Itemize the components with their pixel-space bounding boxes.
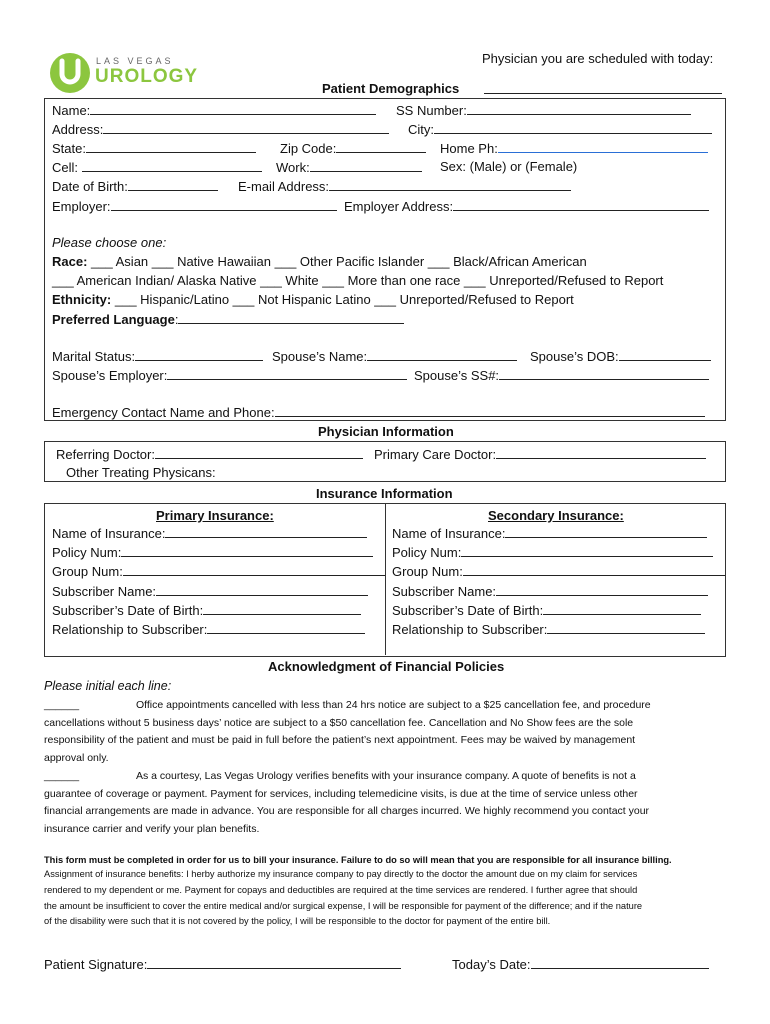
patient-signature-row xyxy=(44,956,401,972)
initial-blank-1[interactable]: ______ xyxy=(44,699,80,711)
ssn-row xyxy=(396,102,691,118)
work-label: Work: xyxy=(276,160,310,175)
primary-insurance-field[interactable] xyxy=(203,602,361,615)
todays-date-row xyxy=(452,956,709,972)
primary-insurance-fields xyxy=(52,525,385,640)
emergency-row xyxy=(52,404,705,420)
primary-care-field[interactable] xyxy=(496,446,706,459)
spouse-dob-label: Spouse’s DOB: xyxy=(530,349,619,364)
cell-field[interactable] xyxy=(82,159,262,172)
language-row xyxy=(52,311,404,327)
patient-signature-field[interactable] xyxy=(147,956,401,969)
choose-one-label: Please choose one: xyxy=(52,235,167,250)
logo xyxy=(48,52,198,94)
marital-field[interactable] xyxy=(135,348,263,361)
physician-scheduled-field[interactable] xyxy=(484,81,722,94)
marital-row xyxy=(52,348,263,364)
referring-field[interactable] xyxy=(155,446,363,459)
cell-label: Cell: xyxy=(52,160,79,175)
address-row xyxy=(52,121,389,137)
secondary-insurance-field[interactable] xyxy=(496,583,708,596)
p1-line-2: cancellations without 5 business days’ notice are subject to a $50 cancellation fee. Cancellation and No Show fees are the sole xyxy=(44,716,634,729)
primary-insurance-field[interactable] xyxy=(121,544,373,557)
secondary-insurance-row xyxy=(392,544,725,563)
financial-title: Acknowledgment of Financial Policies xyxy=(268,659,505,674)
work-row xyxy=(276,159,422,175)
secondary-insurance-field[interactable] xyxy=(461,544,713,557)
ethnicity-label: Ethnicity: xyxy=(52,292,112,307)
primary-insurance-row xyxy=(52,525,385,544)
employer-address-field[interactable] xyxy=(453,198,709,211)
p2-line-3: financial arrangements are made in advance. You are responsible for all charges incurred. We highly recommend you contact your xyxy=(44,805,650,817)
state-label: State: xyxy=(52,141,86,156)
secondary-insurance-label: Subscriber’s Date of Birth: xyxy=(392,602,544,618)
spouse-employer-row xyxy=(52,367,407,383)
dob-field[interactable] xyxy=(128,178,218,191)
city-field[interactable] xyxy=(434,121,712,134)
name-row xyxy=(52,102,376,118)
secondary-insurance-title: Secondary Insurance: xyxy=(488,508,624,523)
cell-row xyxy=(52,159,262,175)
email-label: E-mail Address: xyxy=(238,179,330,194)
secondary-insurance-row xyxy=(392,621,725,640)
home-ph-label: Home Ph: xyxy=(440,141,498,156)
zip-row xyxy=(280,140,426,156)
language-colon: : xyxy=(174,312,179,327)
primary-insurance-row xyxy=(52,544,385,563)
physician-info-title: Physician Information xyxy=(318,424,454,439)
primary-insurance-field[interactable] xyxy=(156,583,368,596)
email-field[interactable] xyxy=(329,178,571,191)
spouse-employer-field[interactable] xyxy=(167,367,407,380)
primary-insurance-row xyxy=(52,602,385,621)
other-physicians-label: Other Treating Physicans: xyxy=(66,465,216,480)
logo-text-top: LAS VEGAS xyxy=(96,56,174,66)
primary-insurance-label: Policy Num: xyxy=(52,545,122,561)
work-field[interactable] xyxy=(310,159,422,172)
assignment-line-3: the amount be insufficient to cover the entire medical and/or surgical expense, I will be responsible for payment of the difference; and if the nature xyxy=(44,900,643,911)
primary-insurance-label: Group Num: xyxy=(52,564,123,580)
dob-row xyxy=(52,178,218,194)
home-ph-row xyxy=(440,140,708,156)
assignment-paragraph xyxy=(44,867,642,930)
address-field[interactable] xyxy=(103,121,389,134)
spouse-name-field[interactable] xyxy=(367,348,517,361)
secondary-insurance-label: Relationship to Subscriber: xyxy=(392,621,548,637)
zip-field[interactable] xyxy=(336,140,426,153)
employer-field[interactable] xyxy=(111,198,337,211)
p2-line-2: guarantee of coverage or payment. Payment for services, including telemedicine visits, is due at the time of service unless other xyxy=(44,787,638,800)
billing-notice: This form must be completed in order for us to bill your insurance. Failure to do so will mean that you are responsible for all insurance billing. xyxy=(44,855,672,865)
home-ph-field[interactable] xyxy=(498,140,708,153)
secondary-insurance-fields xyxy=(392,525,725,640)
name-field[interactable] xyxy=(90,102,376,115)
p2-line-4: insurance carrier and verify your plan benefits. xyxy=(44,822,260,835)
ssn-label: SS Number: xyxy=(396,103,467,118)
p1-line-3: responsibility of the patient and must be paid in full before the patient’s next appointment. Fees may be waived by management xyxy=(44,734,636,746)
demographics-title: Patient Demographics xyxy=(322,81,460,96)
insurance-info-title: Insurance Information xyxy=(316,486,453,501)
initial-blank-2[interactable]: ______ xyxy=(44,770,80,782)
address-label: Address: xyxy=(52,122,104,137)
employer-address-row xyxy=(344,198,709,214)
secondary-insurance-field[interactable] xyxy=(547,621,705,634)
secondary-insurance-row xyxy=(392,602,725,621)
p1-line-4: approval only. xyxy=(44,751,109,764)
primary-insurance-title: Primary Insurance: xyxy=(156,508,274,523)
email-row xyxy=(238,178,571,194)
ethnicity-options[interactable]: ___ Hispanic/Latino ___ Not Hispanic Latino ___ Unreported/Refused to Report xyxy=(114,292,574,307)
financial-paragraph-1 xyxy=(44,697,734,767)
primary-insurance-field[interactable] xyxy=(207,621,365,634)
spouse-dob-field[interactable] xyxy=(619,348,711,361)
logo-u-icon xyxy=(48,52,92,94)
dob-label: Date of Birth: xyxy=(52,179,128,194)
spouse-employer-label: Spouse’s Employer: xyxy=(52,368,168,383)
spouse-ss-field[interactable] xyxy=(499,367,709,380)
assignment-line-2: rendered to my dependent or me. Payment for copays and deductibles are required at the time services are rendered. I further agree that should xyxy=(44,884,638,895)
initial-instruction: Please initial each line: xyxy=(44,679,172,693)
ssn-field[interactable] xyxy=(467,102,691,115)
city-label: City: xyxy=(408,122,434,137)
language-label: Preferred Language xyxy=(52,312,175,327)
referring-row xyxy=(56,446,363,462)
spouse-ss-row xyxy=(414,367,709,383)
employer-row xyxy=(52,198,337,214)
spouse-name-row xyxy=(272,348,517,364)
secondary-insurance-field[interactable] xyxy=(505,525,707,538)
spouse-ss-label: Spouse’s SS#: xyxy=(414,368,500,383)
secondary-insurance-label: Policy Num: xyxy=(392,545,462,561)
sex-option[interactable]: Sex: (Male) or (Female) xyxy=(440,159,578,174)
assignment-line-1: Assignment of insurance benefits: I herby authorize my insurance company to pay directly to the doctor the amount due on my claim for services xyxy=(44,869,638,879)
referring-label: Referring Doctor: xyxy=(56,447,155,462)
insurance-divider xyxy=(385,503,386,655)
employer-address-label: Employer Address: xyxy=(344,199,454,214)
primary-insurance-label: Relationship to Subscriber: xyxy=(52,621,208,637)
primary-insurance-label: Subscriber Name: xyxy=(52,583,157,599)
city-row xyxy=(408,121,712,137)
financial-paragraph-2 xyxy=(44,768,734,838)
emergency-field[interactable] xyxy=(275,404,705,417)
employer-label: Employer: xyxy=(52,199,111,214)
secondary-insurance-row xyxy=(392,583,725,602)
secondary-insurance-field[interactable] xyxy=(463,563,725,576)
race-options-2[interactable]: ___ American Indian/ Alaska Native ___ White ___ More than one race ___ Unreported/Refused to Report xyxy=(52,273,664,288)
race-row xyxy=(52,254,587,269)
language-field[interactable] xyxy=(178,311,404,324)
primary-insurance-row xyxy=(52,583,385,602)
primary-insurance-label: Subscriber’s Date of Birth: xyxy=(52,602,204,618)
patient-signature-label: Patient Signature: xyxy=(44,957,148,972)
race-options-1[interactable]: ___ Asian ___ Native Hawaiian ___ Other Pacific Islander ___ Black/African American xyxy=(91,254,587,269)
state-row xyxy=(52,140,256,156)
secondary-insurance-label: Subscriber Name: xyxy=(392,583,497,599)
secondary-insurance-field[interactable] xyxy=(543,602,701,615)
secondary-insurance-row xyxy=(392,525,725,544)
spouse-name-label: Spouse’s Name: xyxy=(272,349,368,364)
primary-care-label: Primary Care Doctor: xyxy=(374,447,497,462)
logo-text-bottom: UROLOGY xyxy=(95,66,199,87)
assignment-line-4: of the disability were such that it is not covered by the policy, I will be responsible to the doctor for payment of the entire bill. xyxy=(44,916,551,927)
physician-scheduled-label: Physician you are scheduled with today: xyxy=(482,51,714,66)
primary-insurance-field[interactable] xyxy=(123,563,385,576)
primary-insurance-row xyxy=(52,621,385,640)
todays-date-field[interactable] xyxy=(531,956,709,969)
emergency-label: Emergency Contact Name and Phone: xyxy=(52,405,275,420)
secondary-insurance-row xyxy=(392,563,725,582)
marital-label: Marital Status: xyxy=(52,349,136,364)
ethnicity-row xyxy=(52,292,574,307)
primary-insurance-row xyxy=(52,563,385,582)
primary-insurance-label: Name of Insurance: xyxy=(52,526,166,541)
p1-line-1: Office appointments cancelled with less than 24 hrs notice are subject to a $25 cancellation fee, and procedure xyxy=(136,699,651,711)
spouse-dob-row xyxy=(530,348,711,364)
name-label: Name: xyxy=(52,103,91,118)
primary-insurance-field[interactable] xyxy=(165,525,367,538)
secondary-insurance-label: Name of Insurance: xyxy=(392,526,506,541)
p2-line-1: As a courtesy, Las Vegas Urology verifies benefits with your insurance company. A quote of benefits is not a xyxy=(136,770,636,782)
secondary-insurance-label: Group Num: xyxy=(392,564,463,580)
primary-care-row xyxy=(374,446,706,462)
race-label: Race: xyxy=(52,254,88,269)
state-field[interactable] xyxy=(86,140,256,153)
todays-date-label: Today’s Date: xyxy=(452,957,531,972)
zip-label: Zip Code: xyxy=(280,141,337,156)
